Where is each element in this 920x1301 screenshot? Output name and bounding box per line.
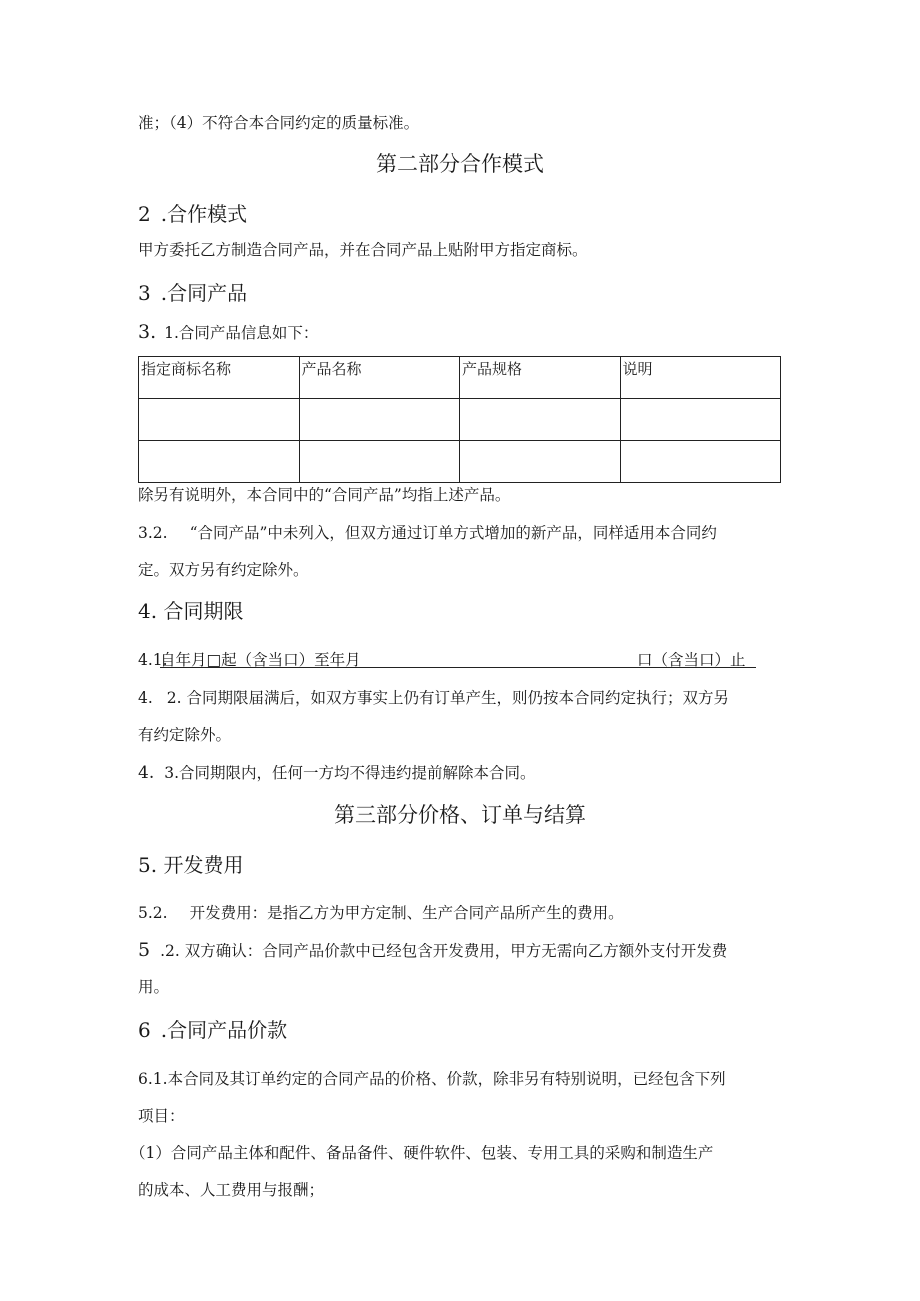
paragraph-product-definition: 除另有说明外，本合同中的“合同产品”均指上述产品。 <box>138 486 511 504</box>
heading-6-text: .合同产品价款 <box>160 1018 288 1042</box>
paragraph-6-1: 6.1.本合同及其订单约定的合同产品的价格、价款，除非另有特别说明，已经包含下列 <box>138 1070 726 1088</box>
heading-2 <box>138 201 247 227</box>
heading-3-text: .合同产品 <box>160 281 248 305</box>
table-cell <box>139 441 300 483</box>
paragraph-4-2-number: 4. <box>138 689 153 707</box>
table-header-cell: 产品规格 <box>460 357 621 399</box>
paragraph-5-2b-text: .2. 双方确认：合同产品价款中已经包含开发费用，甲方无需向乙方额外支付开发费 <box>160 942 728 960</box>
paragraph-3-1-number: 3. <box>138 321 157 343</box>
paragraph-3-2 <box>138 523 717 543</box>
paragraph-quality-standard: 准；（4）不符合本合同约定的质量标准。 <box>138 114 420 132</box>
paragraph-4-2-continued: 有约定除外。 <box>138 726 232 744</box>
table-header-cell: 指定商标名称 <box>139 357 300 399</box>
paragraph-4-3 <box>138 763 536 783</box>
contract-term-end: 口（含当口）止 <box>637 651 746 669</box>
table-header-row <box>139 357 781 399</box>
table-cell <box>139 399 300 441</box>
table-cell <box>460 399 621 441</box>
paragraph-5-2-text: 开发费用：是指乙方为甲方定制、生产合同产品所产生的费用。 <box>189 904 624 922</box>
paragraph-3-2-number: 3.2. <box>138 524 168 542</box>
paragraph-3-1 <box>138 322 318 343</box>
table-row <box>139 441 781 483</box>
heading-6 <box>138 1017 287 1043</box>
contract-term-line <box>138 650 756 670</box>
paragraph-6-1-continued: 项目： <box>138 1107 185 1125</box>
paragraph-5-2b-number: 5 <box>138 939 151 961</box>
paragraph-5-2b-continued: 用。 <box>138 978 170 996</box>
contract-term-start: 自年月□起（含当口）至年月 <box>160 651 361 669</box>
heading-3-number: 3 <box>138 281 151 305</box>
heading-4: 4. 合同期限 <box>138 599 244 623</box>
paragraph-3-2-text: “合同产品”中未列入，但双方通过订单方式增加的新产品，同样适用本合同约 <box>189 524 717 542</box>
part3-title: 第三部分价格、订单与结算 <box>334 803 586 827</box>
heading-6-number: 6 <box>138 1018 151 1042</box>
heading-2-number: 2 <box>138 202 151 226</box>
heading-2-text: .合作模式 <box>160 202 248 226</box>
paragraph-4-2 <box>138 688 729 708</box>
table-cell <box>299 399 460 441</box>
heading-5: 5. 开发费用 <box>138 853 244 877</box>
paragraph-3-1-text: 1.合同产品信息如下： <box>164 324 319 342</box>
heading-3 <box>138 280 247 306</box>
contract-term-number: 4.1. <box>138 651 168 669</box>
paragraph-4-3-text: 3.合同期限内，任何一方均不得违约提前解除本合同。 <box>164 764 536 782</box>
paragraph-4-2-text: 2. 合同期限届满后，如双方事实上仍有订单产生，则仍按本合同约定执行；双方另 <box>166 689 730 707</box>
paragraph-6-1-item1-continued: 的成本、人工费用与报酬； <box>138 1181 325 1199</box>
table-header-cell: 产品名称 <box>299 357 460 399</box>
table-row <box>139 399 781 441</box>
table-header-cell: 说明 <box>620 357 781 399</box>
product-table <box>138 356 781 483</box>
paragraph-5-2 <box>138 903 624 923</box>
term-underline <box>160 667 756 668</box>
paragraph-cooperation: 甲方委托乙方制造合同产品，并在合同产品上贴附甲方指定商标。 <box>138 241 588 259</box>
part2-title: 第二部分合作模式 <box>376 152 544 176</box>
table-cell <box>620 441 781 483</box>
table-cell <box>620 399 781 441</box>
paragraph-4-3-number: 4. <box>138 763 155 783</box>
paragraph-6-1-item1: （1）合同产品主体和配件、备品备件、硬件软件、包装、专用工具的采购和制造生产 <box>130 1144 714 1162</box>
table-cell <box>299 441 460 483</box>
table-cell <box>460 441 621 483</box>
paragraph-5-2b <box>138 940 727 961</box>
paragraph-3-2-continued: 定。双方另有约定除外。 <box>138 561 309 579</box>
paragraph-5-2-number: 5.2. <box>138 904 168 922</box>
